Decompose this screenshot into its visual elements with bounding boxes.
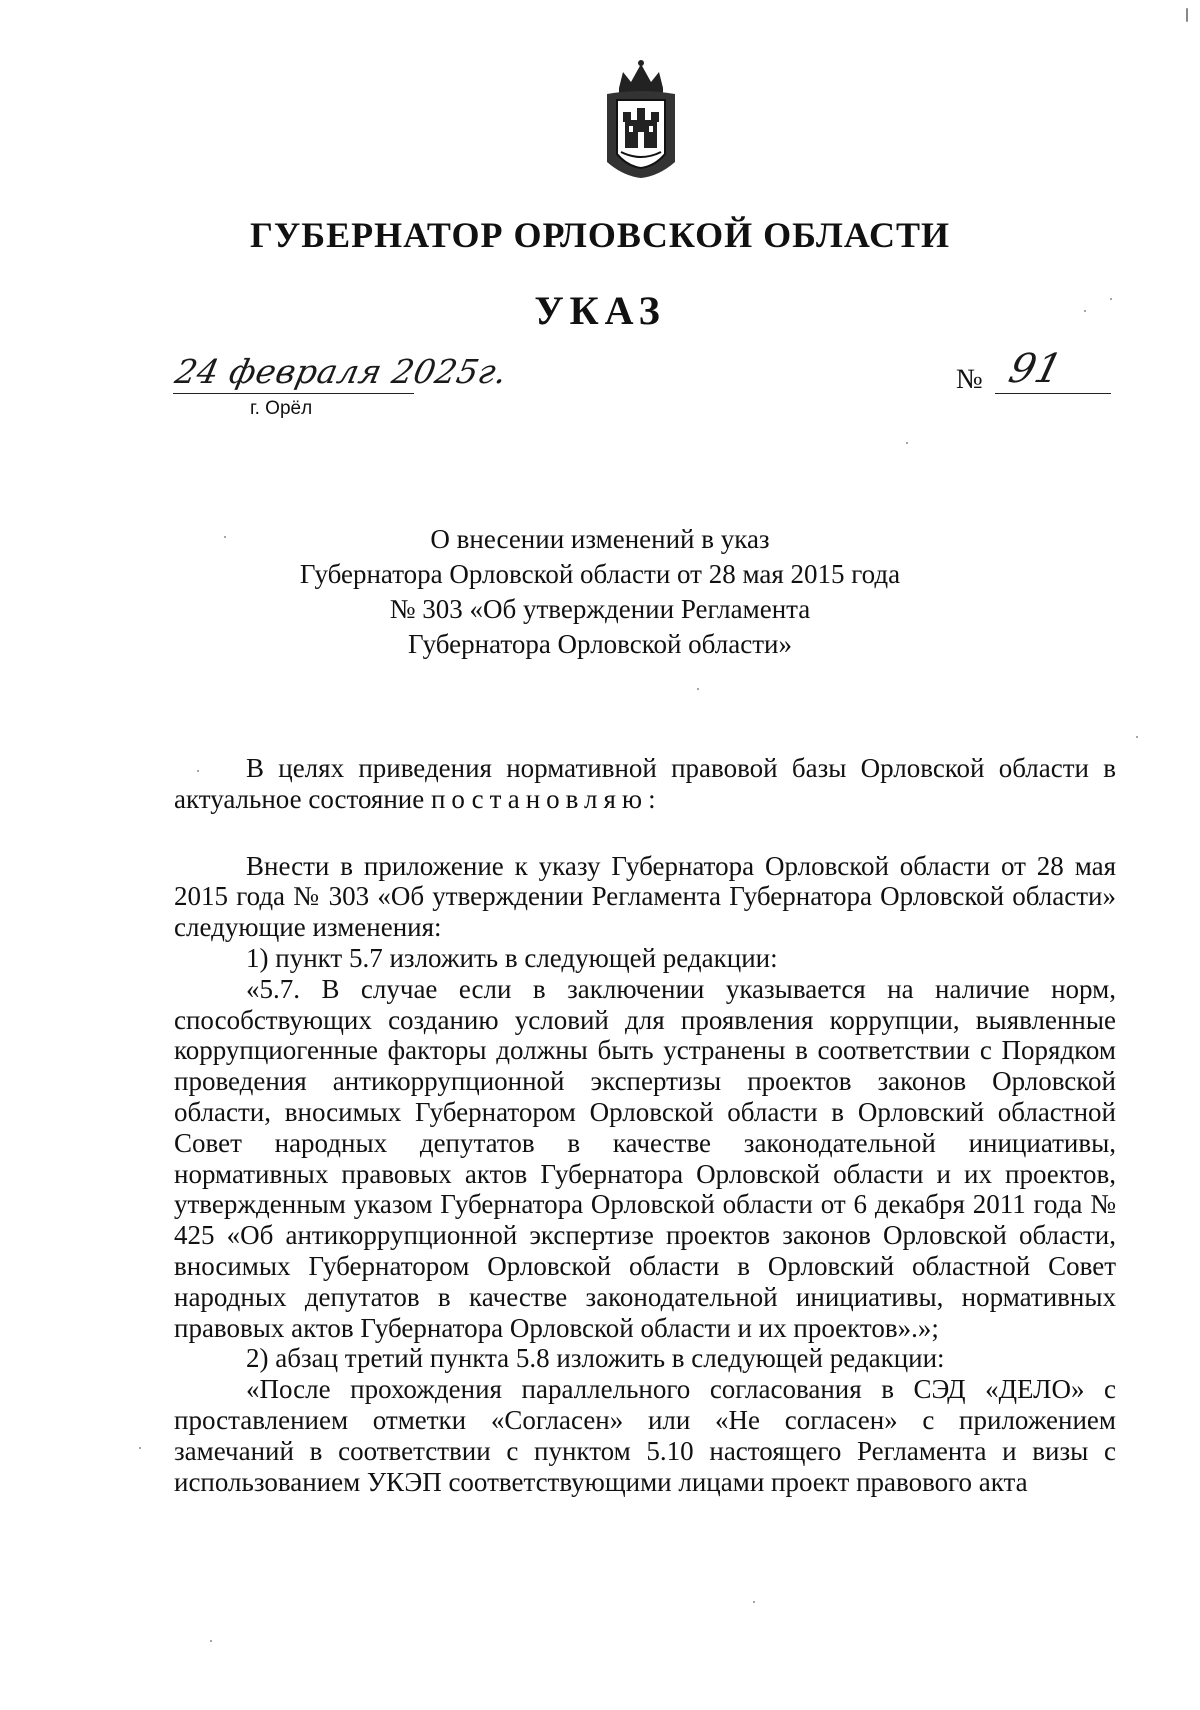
subject-line: Губернатора Орловской области от 28 мая 2015 года — [299, 559, 901, 589]
item-2-heading: 2) абзац третий пункта 5.8 изложить в следующей редакции: — [246, 1343, 945, 1374]
intro-paragraph: Внести в приложение к указу Губернатора Орловской области от 28 мая 2015 года № 303 «Об утверждении Регламента Губернатора Орловской области» следующие изменения: — [174, 850, 1116, 943]
scan-dot — [210, 1640, 212, 1642]
preamble-paragraph — [174, 753, 1116, 815]
city-label: г. Орёл — [250, 398, 313, 419]
scan-dot — [197, 770, 199, 772]
date-underline — [173, 393, 414, 394]
scan-mark — [1186, 8, 1188, 22]
scan-dot — [906, 442, 908, 444]
coat-of-arms-icon — [599, 58, 683, 180]
scan-dot — [697, 688, 699, 690]
document-subject — [0, 522, 1200, 662]
authority-title: ГУБЕРНАТОР ОРЛОВСКОЙ ОБЛАСТИ — [249, 215, 951, 255]
document-type: УКАЗ — [534, 288, 666, 333]
date-signature-handwritten: 24 февраля 2025г. — [171, 352, 512, 391]
document-body — [174, 753, 1116, 1497]
subject-line: № 303 «Об утверждении Регламента — [389, 594, 811, 624]
scan-dot — [1136, 736, 1138, 738]
number-label: № — [956, 364, 983, 395]
scan-dot — [1110, 298, 1112, 300]
scan-dot — [139, 1447, 141, 1449]
scan-dot — [224, 536, 226, 538]
subject-line: О внесении изменений в указ — [430, 524, 770, 554]
subject-line: Губернатора Орловской области» — [408, 629, 792, 659]
item-2-text: «После прохождения параллельного согласования в СЭД «ДЕЛО» с проставлением отметки «Согласен» или «Не согласен» с приложением замечаний в соответствии с пунктом 5.10 настоящего Регламента и визы с использованием УКЭП соответствующими лицами проект правового акта — [174, 1374, 1116, 1497]
number-underline — [995, 393, 1111, 394]
decree-word: постановляю: — [430, 783, 662, 814]
preamble-text: В целях приведения нормативной правовой базы Орловской области в актуальное состояние — [174, 753, 1116, 814]
scan-dot — [753, 1601, 755, 1603]
item-1-heading: 1) пункт 5.7 изложить в следующей редакции: — [246, 942, 778, 973]
scan-dot — [1084, 310, 1086, 312]
item-1-text: «5.7. В случае если в заключении указывается на наличие норм, способствующих созданию условий для проявления коррупции, выявленные коррупциогенные факторы должны быть устранены в соответствии с Порядком проведения антикоррупционной экспертизы проектов законов Орловской области, вносимых Губернатором Орловской области в Орловский областной Совет народных депутатов в качестве законодательной инициативы, нормативных правовых актов Губернатора Орловской области и их проектов, утвержденным указом Губернатора Орловской области от 6 декабря 2011 года № 425 «Об антикоррупционной экспертизе проектов законов Орловской области, вносимых Губернатором Орловской области в Орловский областной Совет народных депутатов в качестве законодательной инициативы, нормативных правовых актов Губернатора Орловской области и их проектов».»; — [174, 973, 1116, 1343]
document-number-handwritten: 91 — [1004, 346, 1067, 392]
